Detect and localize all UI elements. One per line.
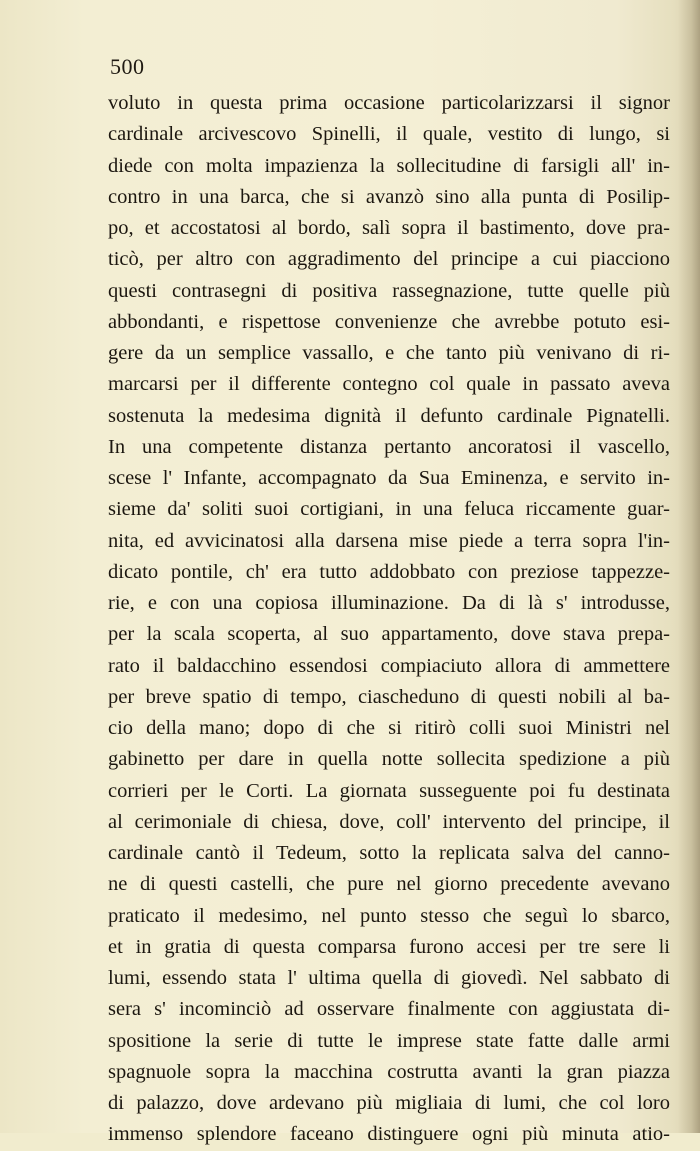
text-line: corrieri per le Corti. La giornata susseguente poi fu destinata [108, 779, 670, 802]
text-line: praticato il medesimo, nel punto stesso che seguì lo sbarco, [108, 904, 670, 927]
text-line: rato il baldacchino essendosi compiaciuto allora di ammettere [108, 654, 670, 677]
text-line: cio della mano; dopo di che si ritirò colli suoi Ministri nel [108, 717, 670, 739]
text-line: rie, e con una copiosa illuminazione. Da di là s' introdusse, [108, 592, 670, 614]
text-line: ne di questi castelli, che pure nel giorno precedente avevano [108, 873, 670, 896]
text-line: sieme da' soliti suoi cortigiani, in una feluca riccamente guar- [108, 498, 670, 521]
text-line: immenso splendore faceano distinguere ogni più minuta atio- [108, 1123, 670, 1146]
text-line: per breve spatio di tempo, ciascheduno di questi nobili al ba- [108, 685, 670, 708]
text-line: sera s' incominciò ad osservare finalmente con aggiustata di- [108, 998, 670, 1021]
text-line: cardinale arcivescovo Spinelli, il quale, vestito di lungo, si [108, 123, 670, 146]
text-line: abbondanti, e rispettose convenienze che avrebbe potuto esi- [108, 310, 670, 333]
text-line: al cerimoniale di chiesa, dove, coll' intervento del principe, il [108, 810, 670, 833]
text-line: voluto in questa prima occasione particolarizzarsi il signor [108, 92, 670, 114]
text-line: gere da un semplice vassallo, e che tanto più venivano di ri- [108, 342, 670, 364]
text-line: spositione la serie di tutte le imprese state fatte dalle armi [108, 1029, 670, 1052]
text-line: sostenuta la medesima dignità il defunto cardinale Pignatelli. [108, 404, 670, 427]
text-line: po, et accostatosi al bordo, salì sopra il bastimento, dove pra- [108, 217, 670, 239]
text-line: et in gratia di questa comparsa furono accesi per tre sere li [108, 935, 670, 958]
text-line: lumi, essendo stata l' ultima quella di giovedì. Nel sabbato di [108, 967, 670, 989]
text-line: spagnuole sopra la macchina costrutta avanti la gran piazza [108, 1060, 670, 1083]
text-line: questi contrasegni di positiva rassegnazione, tutte quelle più [108, 279, 670, 302]
text-line: di palazzo, dove ardevano più migliaia di lumi, che col loro [108, 1092, 670, 1114]
text-line: marcarsi per il differente contegno col quale in passato aveva [108, 373, 670, 396]
body-text [108, 88, 670, 1151]
text-line: cardinale cantò il Tedeum, sotto la replicata salva del canno- [108, 842, 670, 864]
text-line: per la scala scoperta, al suo appartamento, dove stava prepa- [108, 623, 670, 646]
text-line: ticò, per altro con aggradimento del principe a cui piacciono [108, 248, 670, 271]
page-edge-shadow [678, 0, 700, 1133]
page-number: 500 [110, 54, 145, 79]
text-line: nita, ed avvicinatosi alla darsena mise piede a terra sopra l'in- [108, 529, 670, 552]
text-line: gabinetto per dare in quella notte sollecita spedizione a più [108, 748, 670, 771]
text-line: In una competente distanza pertanto ancoratosi il vascello, [108, 435, 670, 458]
text-line: dicato pontile, ch' era tutto addobbato con preziose tappezze- [108, 560, 670, 583]
text-line: scese l' Infante, accompagnato da Sua Eminenza, e servito in- [108, 467, 670, 489]
text-line: contro in una barca, che si avanzò sino alla punta di Posilip- [108, 185, 670, 208]
text-line: diede con molta impazienza la sollecitudine di farsigli all' in- [108, 154, 670, 177]
